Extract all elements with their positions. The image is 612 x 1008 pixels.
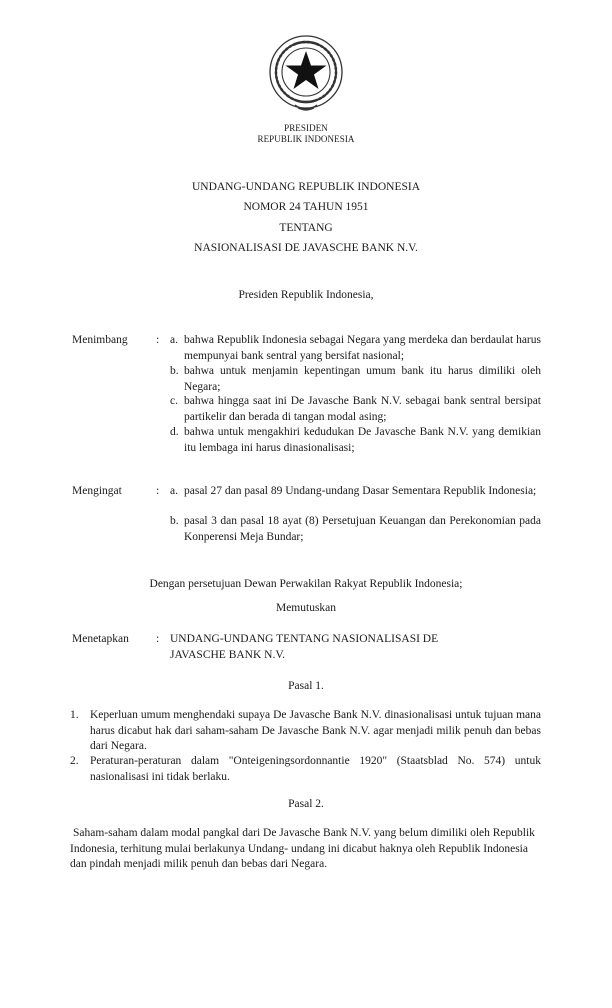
- menimbang-label: Menimbang: [72, 334, 128, 346]
- item-text: Peraturan-peraturan dalam "Onteigeningsordonnantie 1920" (Staatsblad No. 574) untuk nasionalisasi ini tidak berlaku.: [90, 755, 541, 783]
- mengingat-label: Mengingat: [72, 485, 122, 497]
- item-text: bahwa untuk menjamin kepentingan umum bank itu harus dimiliki oleh Negara;: [184, 365, 541, 393]
- item-text: bahwa Republik Indonesia sebagai Negara yang merdeka dan berdaulat harus mempunyai bank sentral yang bersifat nasional;: [184, 334, 541, 362]
- item-text: bahwa untuk mengakhiri kedudukan De Javasche Bank N.V. yang demikian itu lembaga ini harus dinasionalisasi;: [184, 426, 541, 454]
- item-text: Keperluan umum menghendaki supaya De Javasche Bank N.V. dinasionalisasi untuk tujuan mana harus dicabut hak dari saham-saham De Javasche Bank N.V. agar menjadi milik penuh dan bebas dari Negara.: [90, 709, 541, 752]
- menimbang-item: [170, 425, 541, 456]
- opening-line: Presiden Republik Indonesia,: [238, 289, 374, 301]
- garuda-star-emblem: [267, 34, 345, 114]
- header-republik: REPUBLIK INDONESIA: [257, 134, 355, 144]
- pasal-1-title: Pasal 1.: [288, 680, 324, 692]
- item-letter: d.: [170, 426, 179, 438]
- item-text: pasal 27 dan pasal 89 Undang-undang Dasar Sementara Republik Indonesia;: [184, 485, 537, 497]
- title-subject: NASIONALISASI DE JAVASCHE BANK N.V.: [194, 242, 418, 254]
- pasal-2-text: Saham-saham dalam modal pangkal dari De Javasche Bank N.V. yang belum dimiliki oleh Republik Indonesia, terhitung mulai berlakunya Undang- undang ini dicabut haknya oleh Republik Indonesia dan pindah menjadi milik penuh dan bebas dari Negara.: [70, 827, 535, 870]
- menimbang-item: [170, 364, 541, 395]
- header-presiden: PRESIDEN: [284, 123, 328, 133]
- mengingat-colon: :: [156, 485, 160, 497]
- title-number: NOMOR 24 TAHUN 1951: [243, 201, 369, 213]
- menetapkan-label: Menetapkan: [72, 633, 129, 645]
- menetapkan-colon: :: [156, 633, 160, 645]
- menimbang-colon: :: [156, 334, 160, 346]
- pasal-1-item: [70, 708, 541, 755]
- item-letter: a.: [170, 334, 178, 346]
- mengingat-item: [170, 484, 541, 500]
- approval-line: Dengan persetujuan Dewan Perwakilan Rakyat Republik Indonesia;: [149, 578, 463, 590]
- pasal-1-item: [70, 754, 541, 785]
- item-letter: c.: [170, 395, 178, 407]
- menetapkan-text: UNDANG-UNDANG TENTANG NASIONALISASI DE JAVASCHE BANK N.V.: [170, 633, 439, 661]
- menimbang-item: [170, 394, 541, 425]
- menimbang-item: [170, 333, 541, 364]
- decision-heading: Memutuskan: [275, 602, 337, 614]
- item-letter: a.: [170, 485, 178, 497]
- mengingat-item: [170, 514, 541, 545]
- item-number: 2.: [70, 755, 79, 767]
- item-number: 1.: [70, 709, 79, 721]
- item-letter: b.: [170, 365, 179, 377]
- item-letter: b.: [170, 515, 179, 527]
- item-text: bahwa hingga saat ini De Javasche Bank N.V. sebagai bank sentral bersipat partikelir dan berada di tangan modal asing;: [184, 395, 541, 423]
- pasal-2-title: Pasal 2.: [288, 798, 324, 810]
- title-law: UNDANG-UNDANG REPUBLIK INDONESIA: [191, 181, 421, 193]
- title-tentang: TENTANG: [279, 222, 333, 234]
- item-text: pasal 3 dan pasal 18 ayat (8) Persetujuan Keuangan dan Perekonomian pada Konperensi Meja Bundar;: [184, 515, 541, 543]
